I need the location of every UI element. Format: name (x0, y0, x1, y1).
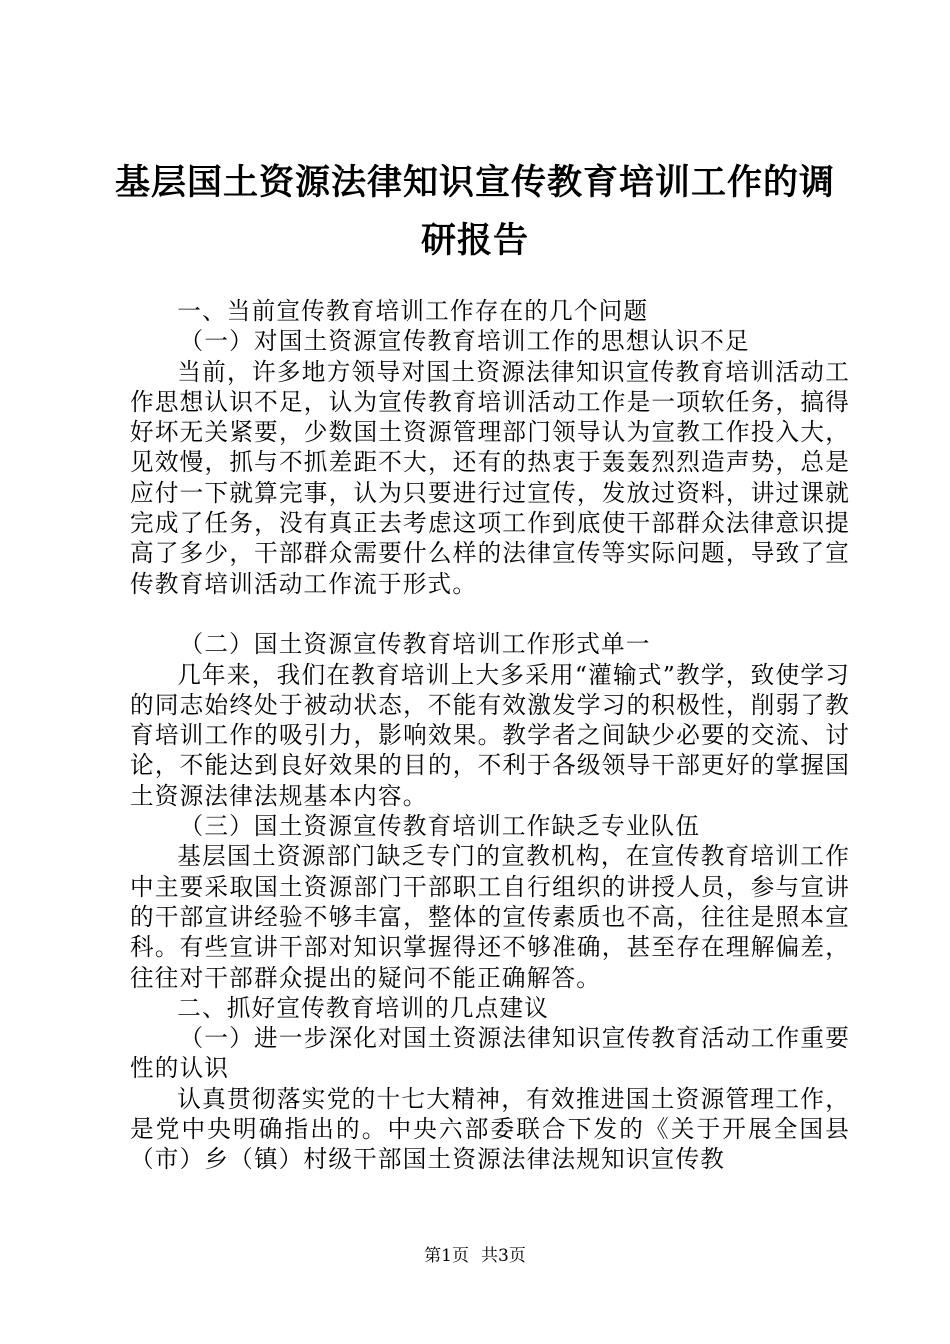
body-paragraph: 认真贯彻落实党的十七大精神，有效推进国土资源管理工作，是党中央明确指出的。中央六部委联合下发的《关于开展全国县（市）乡（镇）村级干部国土资源法律法规知识宣传教 (130, 1084, 850, 1174)
body-paragraph: 当前，许多地方领导对国土资源法律知识宣传教育培训活动工作思想认识不足，认为宣传教育培训活动工作是一项软任务，搞得好坏无关紧要，少数国土资源管理部门领导认为宣教工作投入大，见效慢，抓与不抓差距不大，还有的热衷于轰轰烈烈造声势，总是应付一下就算完事，认为只要进行过宣传，发放过资料，讲过课就完成了任务，没有真正去考虑这项工作到底使干部群众法律意识提高了多少，干部群众需要什么样的法律宣传等实际问题，导致了宣传教育培训活动工作流于形式。 (130, 357, 850, 598)
paragraph-spacer (130, 599, 850, 629)
body-paragraph: 几年来，我们在教育培训上大多采用“灌输式”教学，致使学习的同志始终处于被动状态，不能有效激发学习的积极性，削弱了教育培训工作的吸引力，影响效果。教学者之间缺少必要的交流、讨论，不能达到良好效果的目的，不利于各级领导干部更好的掌握国土资源法律法规基本内容。 (130, 660, 850, 810)
document-title-line-2: 研报告 (420, 220, 529, 261)
section-heading-1: 一、当前宣传教育培训工作存在的几个问题 (177, 297, 649, 325)
body-paragraph: 基层国土资源部门缺乏专门的宣教机构，在宣传教育培训工作中主要采取国土资源部门干部职工自行组织的讲授人员，参与宣讲的干部宣讲经验不够丰富，整体的宣传素质也不高，往往是照本宣科。有些宣讲干部对知识掌握得还不够准确，甚至存在理解偏差，往往对干部群众提出的疑问不能正确解答。 (130, 842, 850, 992)
subsection-heading-1-2: （二）国土资源宣传教育培训工作形式单一 (179, 630, 651, 659)
subsection-heading-1-3: （三）国土资源宣传教育培训工作缺乏专业队伍 (179, 812, 701, 841)
subsection-heading-1-1: （一）对国土资源宣传教育培训工作的思想认识不足 (179, 327, 750, 356)
page-total: 共3页 (481, 1246, 526, 1266)
page-footer (0, 1245, 950, 1267)
section-heading-2: 二、抓好宣传教育培训的几点建议 (177, 993, 550, 1022)
document-body (130, 296, 850, 1175)
document-title-line-1: 基层国土资源法律知识宣传教育培训工作的调 (114, 162, 835, 203)
page-number: 第1页 (424, 1246, 469, 1266)
subsection-heading-2-1: （一）进一步深化对国土资源法律知识宣传教育活动工作重要性的认识 (130, 1024, 850, 1083)
